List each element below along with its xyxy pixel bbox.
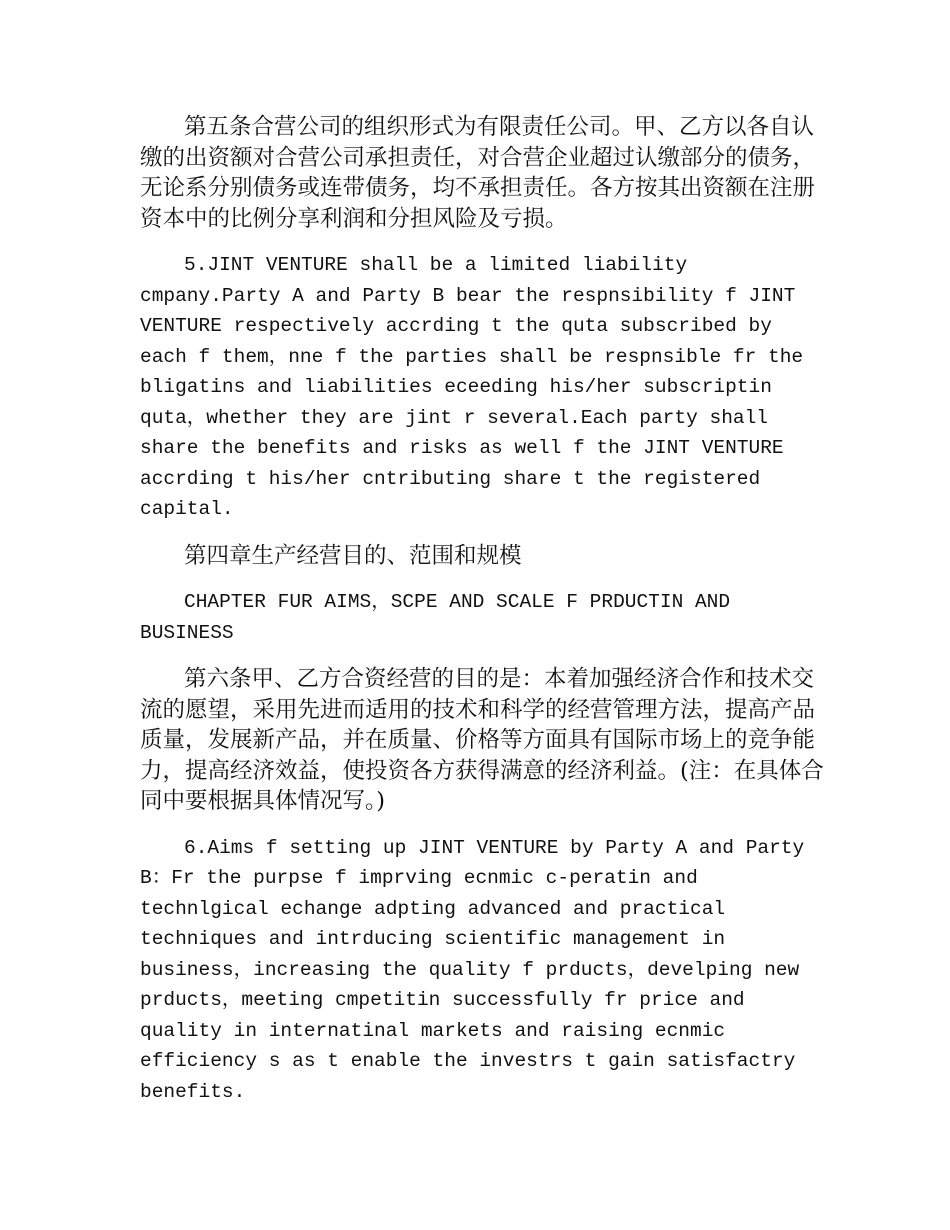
article-6-chinese: 第六条甲、乙方合资经营的目的是：本着加强经济合作和技术交流的愿望，采用先进而适用的技术和科学的经营管理方法，提高产品质量，发展新产品，并在质量、价格等方面具有国际市场上的竞争能力，提高经济效益，使投资各方获得满意的经济利益。(注：在具体合同中要根据具体情况写。) [140,666,824,814]
chapter-4-heading-chinese: 第四章生产经营目的、范围和规模 [184,542,522,569]
article-5-english: 5.JINT VENTURE shall be a limited liability cmpany.Party A and Party B bear the respnsibility f JINT VENTURE respectively accrding t the quta subscribed by each f them，nne f the parties shall be respnsible fr the bligatins and liabilities eceeding his/her subscriptin quta，whether they are jint r several.Each party shall share the benefits and risks as well f the JINT VENTURE accrding t his/her cntributing share t the registered capital. [140,254,815,520]
document-page [140,112,830,1123]
article-5-chinese: 第五条合营公司的组织形式为有限责任公司。甲、乙方以各自认缴的出资额对合营公司承担责任，对合营企业超过认缴部分的债务，无论系分别债务或连带债务，均不承担责任。各方按其出资额在注册资本中的比例分享利润和分担风险及亏损。 [140,114,816,232]
article-6-english: 6.Aims f setting up JINT VENTURE by Party A and Party B：Fr the purpse f imprving ecnmic c-peratin and technlgical echange adpting advanced and practical techniques and intrducing scientific management in business，increasing the quality f prducts，develping new prducts，meeting cmpetitin successfully fr price and quality in internatinal markets and raising ecnmic efficiency s as t enable the investrs t gain satisfactry benefits. [140,836,816,1103]
chapter-4-heading-english: CHAPTER FUR AIMS，SCPE AND SCALE F PRDUCTIN AND BUSINESS [140,591,742,644]
